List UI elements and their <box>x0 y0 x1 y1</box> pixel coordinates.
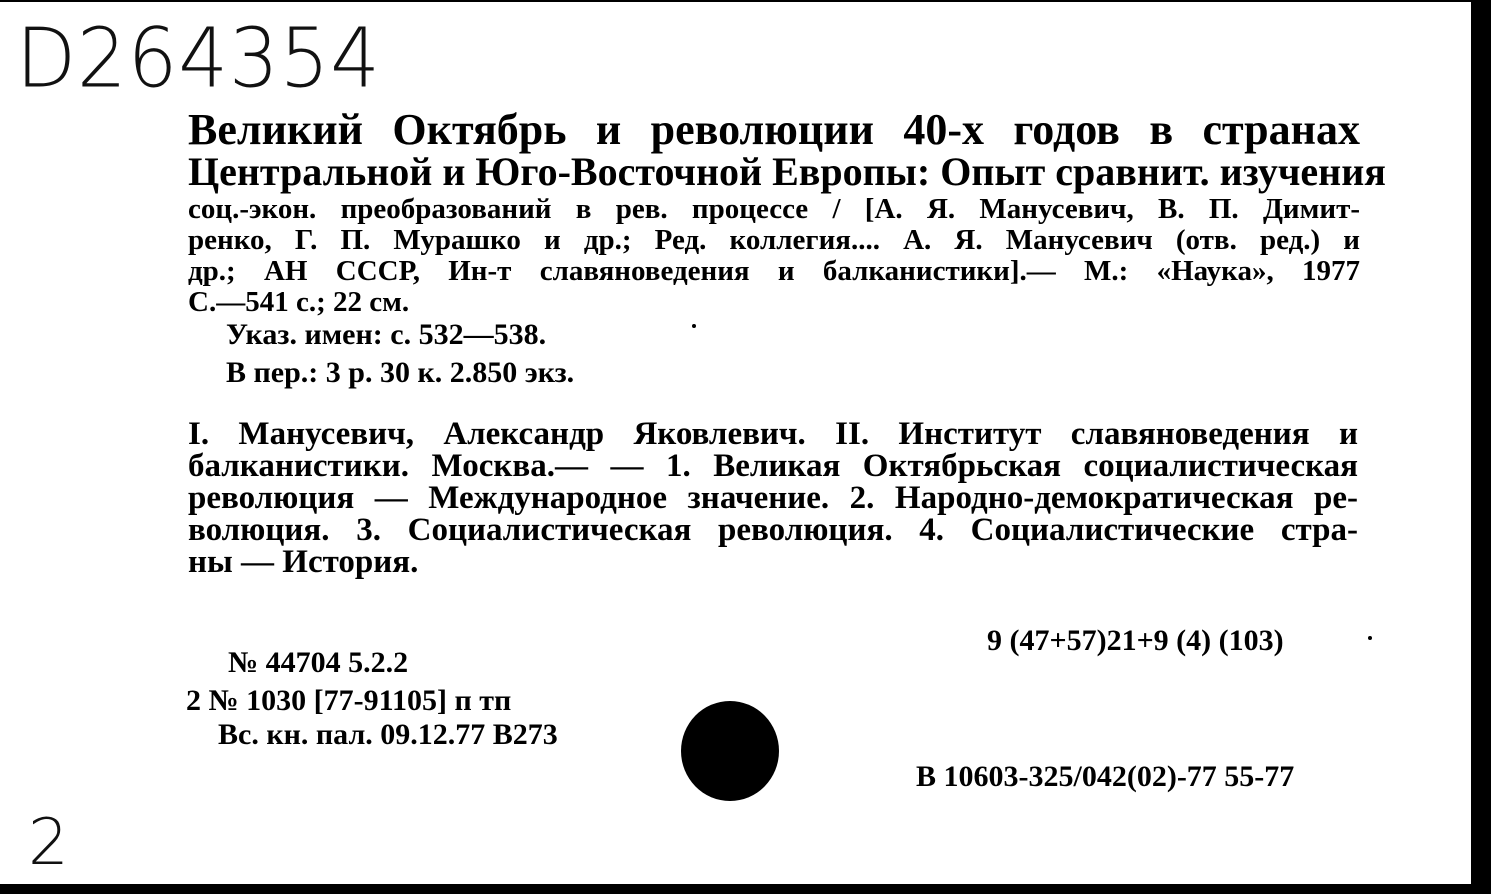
subject-line-1: I. Манусевич, Александр Яковлевич. II. Институт славяноведения и <box>188 416 1358 452</box>
record-number: № 44704 5.2.2 <box>228 646 409 679</box>
index-note: Указ. имен: с. 532—538. <box>226 318 547 351</box>
classification-index: 9 (47+57)21+9 (4) (103) <box>987 624 1284 657</box>
speck <box>692 324 696 328</box>
speck <box>1368 636 1372 640</box>
card-top-edge <box>0 0 1491 2</box>
subject-headings <box>188 418 1358 578</box>
title-line-6: С.—541 с.; 22 см. <box>188 286 410 318</box>
subject-line-5: ны — История. <box>188 544 419 580</box>
price-note: В пер.: 3 р. 30 к. 2.850 экз. <box>226 356 575 389</box>
book-chamber-note: Вс. кн. пал. 09.12.77 В273 <box>218 718 558 751</box>
bibliographic-description <box>188 105 1386 318</box>
subject-line-3: революция — Международное значение. 2. Народно-демократическая ре- <box>188 480 1358 516</box>
title-line-2: Центральной и Юго-Восточной Европы: Опыт сравнит. изучения <box>188 149 1386 194</box>
card-right-edge <box>1471 0 1491 894</box>
handwritten-corner-mark: 2 <box>28 806 69 880</box>
card-bottom-edge <box>0 884 1491 894</box>
punch-hole <box>681 701 779 801</box>
order-number: 2 № 1030 [77-91105] п тп <box>186 684 512 717</box>
subject-line-4: волюция. 3. Социалистическая революция. 4. Социалистические стра- <box>188 512 1358 548</box>
title-line-1: Великий Октябрь и революции 40-х годов в странах <box>188 105 1360 154</box>
subject-line-2: балканистики. Москва.— — 1. Великая Октябрьская социалистическая <box>188 448 1358 484</box>
title-line-5: др.; АН СССР, Ин-т славяноведения и балканистики].— М.: «Наука», 1977 <box>188 255 1360 287</box>
title-line-4: ренко, Г. П. Мурашко и др.; Ред. коллегия.... А. Я. Манусевич (отв. ред.) и <box>188 224 1360 256</box>
handwritten-catalog-id: D264354 <box>16 12 381 107</box>
title-line-3: соц.-экон. преобразований в рев. процессе / [А. Я. Манусевич, В. П. Димит- <box>188 193 1360 225</box>
publisher-code: В 10603-325/042(02)-77 55-77 <box>916 760 1295 793</box>
